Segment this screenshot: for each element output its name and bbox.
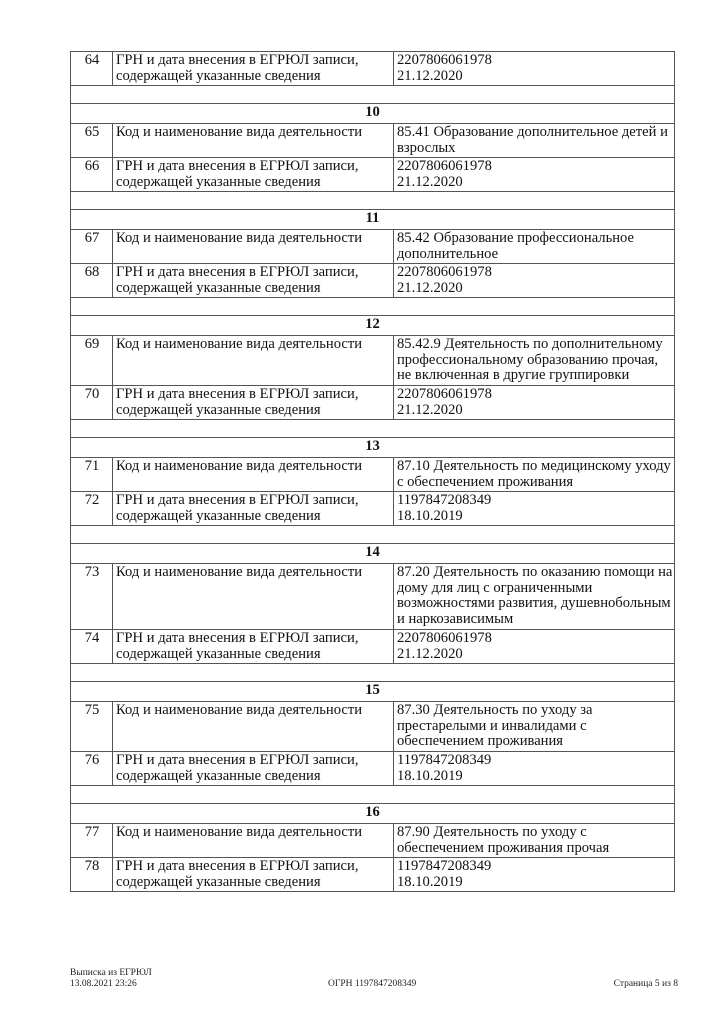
footer-doc-title: Выписка из ЕГРЮЛ (70, 968, 152, 978)
field-value-line: 21.12.2020 (397, 173, 463, 190)
field-label-line: содержащей указанные сведения (116, 401, 321, 418)
spacer-row (71, 192, 675, 210)
row-number: 70 (71, 386, 113, 420)
field-value-line: дому для лиц с ограниченными (397, 579, 593, 596)
field-value (394, 458, 675, 492)
field-label (113, 824, 394, 858)
field-value (394, 264, 675, 298)
section-number: 11 (71, 210, 675, 230)
field-value-line: 87.30 Деятельность по уходу за (397, 702, 593, 718)
field-label (113, 52, 394, 86)
row-number: 76 (71, 752, 113, 786)
field-label-line: содержащей указанные сведения (116, 67, 321, 84)
section-number: 10 (71, 104, 675, 124)
section-number: 14 (71, 544, 675, 564)
footer-ogrn: ОГРН 1197847208349 (328, 979, 417, 989)
field-label (113, 158, 394, 192)
field-value-line: 85.41 Образование дополнительное детей и (397, 124, 668, 140)
field-value-line: 2207806061978 (397, 264, 492, 280)
spacer-cell (71, 192, 675, 210)
field-label (113, 492, 394, 526)
field-value-line: 1197847208349 (397, 492, 492, 508)
section-header-row (71, 804, 675, 824)
field-label-line: ГРН и дата внесения в ЕГРЮЛ записи, (116, 52, 359, 68)
field-value-line: 21.12.2020 (397, 401, 463, 418)
table-row (71, 158, 675, 192)
field-value-line: 2207806061978 (397, 630, 492, 646)
field-label-line: Код и наименование вида деятельности (116, 336, 363, 352)
field-value-line: 87.90 Деятельность по уходу с (397, 824, 587, 840)
field-value (394, 702, 675, 752)
field-value-line: не включенная в другие группировки (397, 367, 630, 383)
row-number: 75 (71, 702, 113, 752)
spacer-cell (71, 420, 675, 438)
footer-datetime: 13.08.2021 23:26 (70, 978, 137, 989)
field-value-line: обеспечением проживания прочая (397, 839, 610, 856)
table-row (71, 264, 675, 298)
spacer-row (71, 786, 675, 804)
table-row (71, 336, 675, 386)
field-label-line: ГРН и дата внесения в ЕГРЮЛ записи, (116, 630, 359, 646)
table-row (71, 858, 675, 892)
row-number: 64 (71, 52, 113, 86)
field-value (394, 492, 675, 526)
footer-doc-info (70, 968, 152, 989)
row-number: 68 (71, 264, 113, 298)
row-number: 65 (71, 124, 113, 158)
row-number: 66 (71, 158, 113, 192)
field-value-line: 87.20 Деятельность по оказанию помощи на (397, 564, 673, 580)
field-label (113, 630, 394, 664)
field-label (113, 336, 394, 386)
section-header-row (71, 682, 675, 702)
field-value-line: дополнительное (397, 245, 499, 262)
row-number: 67 (71, 230, 113, 264)
spacer-row (71, 420, 675, 438)
field-label (113, 230, 394, 264)
spacer-cell (71, 786, 675, 804)
field-value-line: обеспечением проживания (397, 733, 564, 749)
section-number: 16 (71, 804, 675, 824)
row-number: 72 (71, 492, 113, 526)
field-value-line: с обеспечением проживания (397, 473, 574, 490)
field-value-line: 85.42.9 Деятельность по дополнительному (397, 336, 663, 352)
field-value-line: 2207806061978 (397, 386, 492, 402)
field-label-line: содержащей указанные сведения (116, 173, 321, 190)
field-label (113, 752, 394, 786)
row-number: 73 (71, 564, 113, 630)
footer-page-number: Страница 5 из 8 (613, 979, 678, 989)
row-number: 71 (71, 458, 113, 492)
section-number: 15 (71, 682, 675, 702)
field-label-line: ГРН и дата внесения в ЕГРЮЛ записи, (116, 858, 359, 874)
spacer-row (71, 664, 675, 682)
spacer-cell (71, 664, 675, 682)
table-row (71, 52, 675, 86)
field-label-line: содержащей указанные сведения (116, 279, 321, 296)
table-row (71, 752, 675, 786)
field-label-line: Код и наименование вида деятельности (116, 124, 363, 140)
spacer-cell (71, 298, 675, 316)
field-value-line: возможностями развития, душевнобольным (397, 595, 671, 611)
row-number: 74 (71, 630, 113, 664)
field-value-line: 1197847208349 (397, 752, 492, 768)
field-label (113, 564, 394, 630)
field-label (113, 264, 394, 298)
section-header-row (71, 438, 675, 458)
field-value-line: и наркозависимым (397, 610, 514, 627)
row-number: 77 (71, 824, 113, 858)
field-label (113, 386, 394, 420)
section-header-row (71, 544, 675, 564)
field-value-line: профессиональному образованию прочая, (397, 351, 659, 368)
field-value-line: 1197847208349 (397, 858, 492, 874)
spacer-row (71, 526, 675, 544)
field-value-line: 21.12.2020 (397, 67, 463, 84)
field-value (394, 230, 675, 264)
field-value (394, 630, 675, 664)
table-row (71, 386, 675, 420)
field-label (113, 458, 394, 492)
field-value-line: 87.10 Деятельность по медицинскому уходу (397, 458, 671, 474)
section-number: 12 (71, 316, 675, 336)
field-value-line: 18.10.2019 (397, 507, 463, 524)
field-value (394, 336, 675, 386)
row-number: 69 (71, 336, 113, 386)
field-value-line: 2207806061978 (397, 52, 492, 68)
row-number: 78 (71, 858, 113, 892)
field-value (394, 52, 675, 86)
field-label-line: содержащей указанные сведения (116, 767, 321, 784)
table-row (71, 824, 675, 858)
table-row (71, 492, 675, 526)
field-label-line: Код и наименование вида деятельности (116, 458, 363, 474)
field-label (113, 702, 394, 752)
section-number: 13 (71, 438, 675, 458)
field-label-line: содержащей указанные сведения (116, 507, 321, 524)
field-label-line: ГРН и дата внесения в ЕГРЮЛ записи, (116, 158, 359, 174)
field-label (113, 858, 394, 892)
field-label-line: ГРН и дата внесения в ЕГРЮЛ записи, (116, 492, 359, 508)
spacer-row (71, 86, 675, 104)
field-value-line: престарелыми и инвалидами с (397, 717, 587, 734)
field-value (394, 124, 675, 158)
field-value-line: 2207806061978 (397, 158, 492, 174)
field-value-line: 21.12.2020 (397, 645, 463, 662)
field-label-line: Код и наименование вида деятельности (116, 824, 363, 840)
field-value (394, 564, 675, 630)
table-row (71, 630, 675, 664)
table-row (71, 124, 675, 158)
field-label-line: содержащей указанные сведения (116, 645, 321, 662)
field-label-line: Код и наименование вида деятельности (116, 702, 363, 718)
field-value (394, 158, 675, 192)
field-label (113, 124, 394, 158)
spacer-row (71, 298, 675, 316)
table-row (71, 458, 675, 492)
field-label-line: ГРН и дата внесения в ЕГРЮЛ записи, (116, 752, 359, 768)
egrul-activities-table (70, 51, 675, 892)
field-value (394, 858, 675, 892)
field-value-line: взрослых (397, 139, 456, 156)
table-row (71, 564, 675, 630)
field-value-line: 85.42 Образование профессиональное (397, 230, 634, 246)
section-header-row (71, 210, 675, 230)
field-label-line: Код и наименование вида деятельности (116, 564, 363, 580)
field-value (394, 824, 675, 858)
spacer-cell (71, 86, 675, 104)
field-value (394, 386, 675, 420)
field-label-line: содержащей указанные сведения (116, 873, 321, 890)
field-value-line: 21.12.2020 (397, 279, 463, 296)
table-row (71, 230, 675, 264)
section-header-row (71, 104, 675, 124)
field-label-line: Код и наименование вида деятельности (116, 230, 363, 246)
field-value-line: 18.10.2019 (397, 767, 463, 784)
section-header-row (71, 316, 675, 336)
field-label-line: ГРН и дата внесения в ЕГРЮЛ записи, (116, 264, 359, 280)
field-value (394, 752, 675, 786)
spacer-cell (71, 526, 675, 544)
field-value-line: 18.10.2019 (397, 873, 463, 890)
table-row (71, 702, 675, 752)
field-label-line: ГРН и дата внесения в ЕГРЮЛ записи, (116, 386, 359, 402)
